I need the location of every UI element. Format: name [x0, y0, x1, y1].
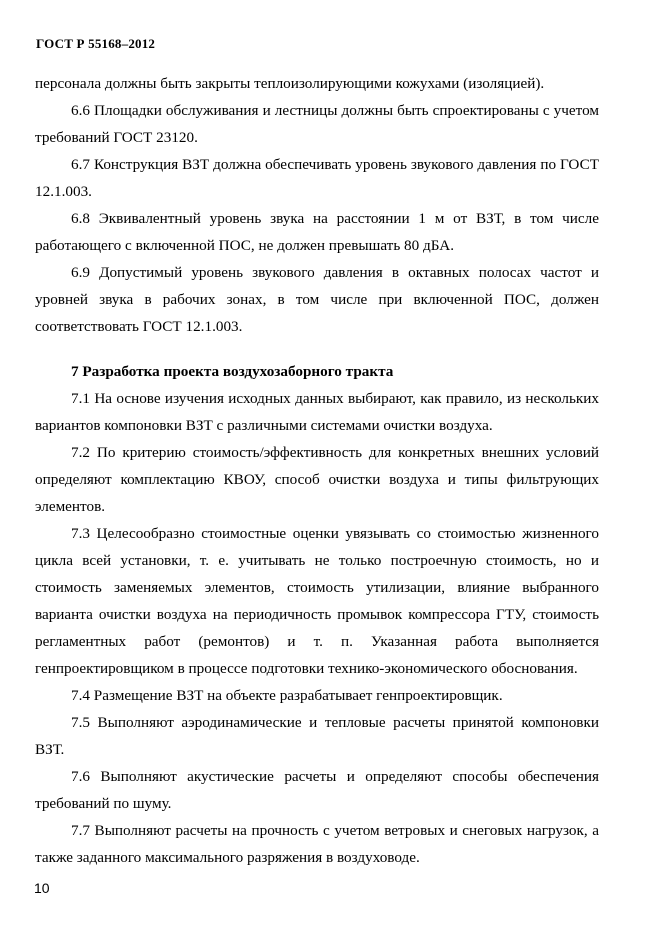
paragraph-7-4: 7.4 Размещение ВЗТ на объекте разрабатывает генпроектировщик.	[71, 687, 503, 704]
section-heading: 7 Разработка проекта воздухозаборного тракта	[71, 363, 394, 380]
paragraph-6-6: 6.6 Площадки обслуживания и лестницы должны быть спроектированы с учетом требований ГОСТ 23120.	[35, 102, 599, 146]
paragraph-7-5: 7.5 Выполняют аэродинамические и тепловые расчеты принятой компоновки ВЗТ.	[35, 714, 599, 758]
paragraph-6-8: 6.8 Эквивалентный уровень звука на расстоянии 1 м от ВЗТ, в том числе работающего с включенной ПОС, не должен превышать 80 дБА.	[35, 210, 599, 254]
document-header: ГОСТ Р 55168–2012	[36, 36, 156, 51]
document-body	[35, 70, 599, 871]
paragraph-7-2: 7.2 По критерию стоимость/эффективность для конкретных внешних условий определяют комплектацию КВОУ, способ очистки воздуха и типы фильтрующих элементов.	[35, 444, 599, 515]
paragraph-continuation: персонала должны быть закрыты теплоизолирующими кожухами (изоляцией).	[35, 75, 545, 92]
paragraph-7-7: 7.7 Выполняют расчеты на прочность с учетом ветровых и снеговых нагрузок, а также заданного максимального разряжения в воздуховоде.	[35, 822, 599, 866]
paragraph-6-7: 6.7 Конструкция ВЗТ должна обеспечивать уровень звукового давления по ГОСТ 12.1.003.	[35, 156, 599, 200]
paragraph-7-6: 7.6 Выполняют акустические расчеты и определяют способы обеспечения требований по шуму.	[35, 768, 599, 812]
paragraph-7-1: 7.1 На основе изучения исходных данных выбирают, как правило, из нескольких вариантов компоновки ВЗТ с различными системами очистки воздуха.	[35, 390, 599, 434]
page-number: 10	[34, 880, 50, 896]
paragraph-6-9: 6.9 Допустимый уровень звукового давления в октавных полосах частот и уровней звука в рабочих зонах, в том числе при включенной ПОС, должен соответствовать ГОСТ 12.1.003.	[35, 264, 599, 335]
paragraph-7-3: 7.3 Целесообразно стоимостные оценки увязывать со стоимостью жизненного цикла всей установки, т. е. учитывать не только построечную стоимость, но и стоимость заменяемых элементов, стоимость утилизации, влияние выбранного варианта очистки воздуха на периодичность промывок компрессора ГТУ, стоимость регламентных работ (ремонтов) и т. п. Указанная работа выполняется генпроектировщиком в процессе подготовки технико-экономического обоснования.	[35, 525, 599, 677]
